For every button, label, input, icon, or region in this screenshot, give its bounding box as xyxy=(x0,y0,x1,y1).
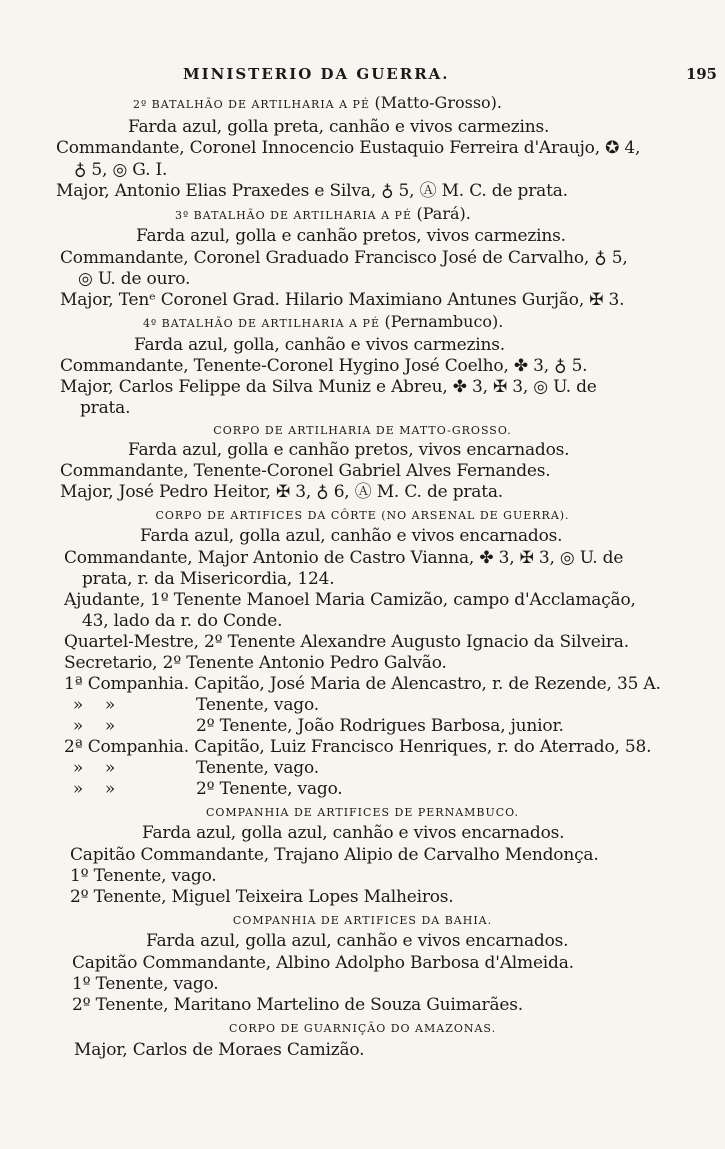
text-line: 2ª Companhia. Capitão, Luiz Francisco Henriques, r. do Aterrado, 58. xyxy=(64,737,652,757)
text-line: Capitão Commandante, Trajano Alipio de Carvalho Mendonça. xyxy=(70,845,599,865)
section-location: (Pernambuco). xyxy=(384,312,504,331)
text-line: prata. xyxy=(80,398,131,418)
section-heading: CORPO DE ARTIFICES DA CÔRTE (NO ARSENAL DE GUERRA). xyxy=(155,509,570,522)
text-line: Major, Antonio Elias Praxedes e Silva, ♁ 5, Ⓐ M. C. de prata. xyxy=(56,181,568,201)
text-line: Commandante, Coronel Graduado Francisco José de Carvalho, ♁ 5, xyxy=(60,248,628,268)
ditto-mark: » xyxy=(104,779,116,799)
table-row xyxy=(62,716,564,736)
text-line: Major, José Pedro Heitor, ✠ 3, ♁ 6, Ⓐ M. C. de prata. xyxy=(60,482,504,502)
text-line: Farda azul, golla e canhão pretos, vivos carmezins. xyxy=(136,226,566,246)
text-line: Capitão Commandante, Albino Adolpho Barbosa d'Almeida. xyxy=(72,953,574,973)
text-line: 1º Tenente, vago. xyxy=(70,866,217,886)
ditto-mark: » xyxy=(72,779,84,799)
role-entry: 2º Tenente, João Rodrigues Barbosa, junior. xyxy=(196,716,564,736)
text-line: Secretario, 2º Tenente Antonio Pedro Galvão. xyxy=(64,653,447,673)
text-line: 1º Tenente, vago. xyxy=(72,974,219,994)
text-line: Ajudante, 1º Tenente Manoel Maria Camizão, campo d'Acclamação, xyxy=(64,590,636,610)
text-line: Farda azul, golla azul, canhão e vivos encarnados. xyxy=(142,823,565,843)
text-line: prata, r. da Misericordia, 124. xyxy=(82,569,335,589)
section-heading xyxy=(175,204,471,226)
text-line: Major, Carlos Felippe da Silva Muniz e Abreu, ✤ 3, ✠ 3, ◎ U. de xyxy=(60,377,597,397)
ditto-mark: » xyxy=(72,716,84,736)
text-line: Farda azul, golla azul, canhão e vivos encarnados. xyxy=(146,931,569,951)
role-entry: 2º Tenente, vago. xyxy=(196,779,343,799)
text-line: Commandante, Coronel Innocencio Eustaquio Ferreira d'Araujo, ✪ 4, xyxy=(56,138,641,158)
text-line: Major, Carlos de Moraes Camizão. xyxy=(74,1040,365,1060)
text-line: 2º Tenente, Maritano Martelino de Souza Guimarães. xyxy=(72,995,523,1015)
text-line: 2º Tenente, Miguel Teixeira Lopes Malheiros. xyxy=(70,887,454,907)
page-number: 195 xyxy=(686,65,717,83)
role-entry: Tenente, vago. xyxy=(196,695,319,715)
section-title: 2º BATALHÃO DE ARTILHARIA A PÉ xyxy=(133,98,370,111)
text-line: 43, lado da r. do Conde. xyxy=(82,611,283,631)
text-line: 1ª Companhia. Capitão, José Maria de Alencastro, r. de Rezende, 35 A. xyxy=(64,674,661,694)
section-title: 4º BATALHÃO DE ARTILHARIA A PÉ xyxy=(143,317,380,330)
section-title: 3º BATALHÃO DE ARTILHARIA A PÉ xyxy=(175,209,412,222)
text-line: Farda azul, golla azul, canhão e vivos encarnados. xyxy=(140,526,563,546)
text-line: Commandante, Major Antonio de Castro Vianna, ✤ 3, ✠ 3, ◎ U. de xyxy=(64,548,624,568)
ditto-mark: » xyxy=(104,758,116,778)
section-heading: COMPANHIA DE ARTIFICES DA BAHIA. xyxy=(232,914,493,927)
table-row xyxy=(62,758,319,778)
role-entry: Tenente, vago. xyxy=(196,758,319,778)
text-line: Commandante, Tenente-Coronel Hygino José Coelho, ✤ 3, ♁ 5. xyxy=(60,356,588,376)
ditto-mark: » xyxy=(104,716,116,736)
section-location: (Matto-Grosso). xyxy=(374,93,502,112)
text-line: Major, Tenᵉ Coronel Grad. Hilario Maximiano Antunes Gurjão, ✠ 3. xyxy=(60,290,625,310)
text-line: ◎ U. de ouro. xyxy=(78,269,191,289)
text-line: Quartel-Mestre, 2º Tenente Alexandre Augusto Ignacio da Silveira. xyxy=(64,632,629,652)
text-line: Farda azul, golla, canhão e vivos carmezins. xyxy=(134,335,505,355)
section-heading xyxy=(133,93,502,115)
section-location: (Pará). xyxy=(416,204,471,223)
text-line: Farda azul, golla e canhão pretos, vivos encarnados. xyxy=(128,440,570,460)
running-header: MINISTERIO DA GUERRA. xyxy=(183,65,450,83)
section-heading xyxy=(143,312,503,334)
text-line: Commandante, Tenente-Coronel Gabriel Alves Fernandes. xyxy=(60,461,551,481)
ditto-mark: » xyxy=(72,758,84,778)
ditto-mark: » xyxy=(104,695,116,715)
ditto-mark: » xyxy=(72,695,84,715)
text-line: Farda azul, golla preta, canhão e vivos carmezins. xyxy=(128,117,550,137)
section-heading: CORPO DE GUARNIÇÃO DO AMAZONAS. xyxy=(228,1022,497,1035)
section-heading: CORPO DE ARTILHARIA DE MATTO-GROSSO. xyxy=(213,424,512,437)
section-heading: COMPANHIA DE ARTIFICES DE PERNAMBUCO. xyxy=(205,806,520,819)
text-line: ♁ 5, ◎ G. I. xyxy=(74,160,168,180)
table-row xyxy=(62,695,319,715)
table-row xyxy=(62,779,343,799)
